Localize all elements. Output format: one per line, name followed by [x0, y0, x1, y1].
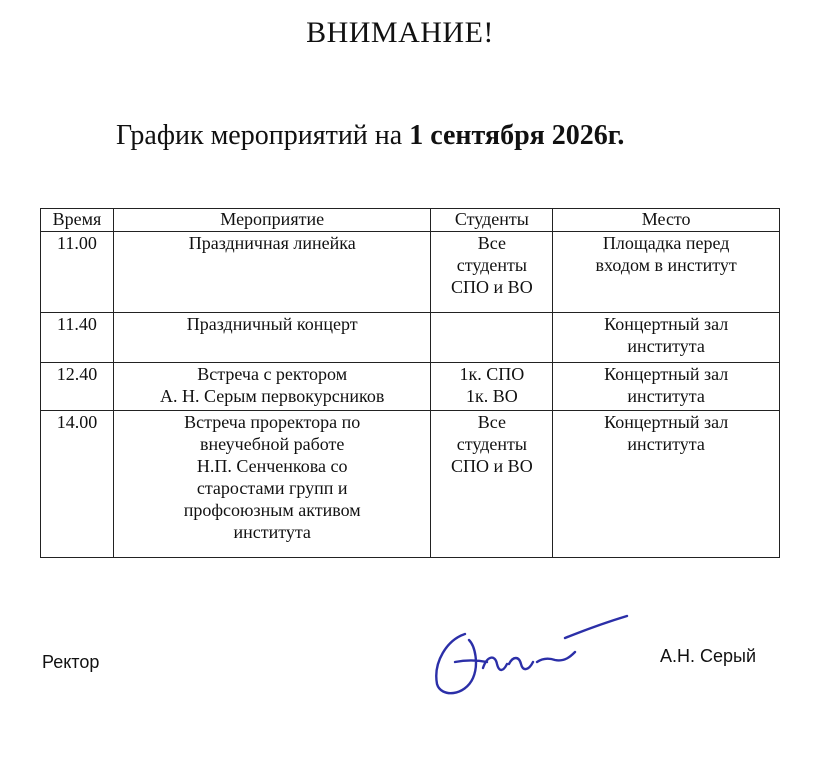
header-place: Место [553, 209, 780, 232]
cell-line: Концертный зал [604, 412, 729, 432]
schedule-title-date: 1 сентября 2026г. [409, 120, 625, 151]
cell-line: входом в институт [595, 255, 737, 275]
table-row [41, 232, 780, 313]
cell-line: внеучебной работе [199, 434, 345, 454]
cell-line: студенты [456, 434, 527, 454]
cell-line: Встреча с ректором [197, 364, 348, 384]
cell-line: института [233, 522, 311, 542]
cell-line: института [627, 336, 705, 356]
cell-line: Концертный зал [604, 364, 729, 384]
notice-heading: ВНИМАНИЕ! [306, 16, 494, 49]
cell-line: Концертный зал [604, 314, 729, 334]
signer-name: А.Н. Серый [660, 646, 757, 666]
cell-line: старостами групп и [196, 478, 348, 498]
cell-line: профсоюзным активом [183, 500, 361, 520]
rector-signature [425, 612, 635, 702]
table-row [41, 313, 780, 363]
table-row [41, 363, 780, 411]
signature-stroke [436, 616, 627, 693]
cell-place [553, 232, 780, 313]
cell-line: студенты [456, 255, 527, 275]
cell-event [113, 411, 430, 558]
header-time: Время [41, 209, 114, 232]
table-header-row [41, 209, 780, 232]
cell-students [431, 363, 553, 411]
cell-line: А. Н. Серым первокурсников [160, 386, 385, 406]
cell-event [113, 313, 430, 363]
cell-line: Праздничная линейка [188, 233, 356, 253]
cell-place [553, 411, 780, 558]
cell-students [431, 232, 553, 313]
cell-place [553, 363, 780, 411]
cell-line: Площадка перед [602, 233, 730, 253]
cell-line: Праздничный концерт [186, 314, 358, 334]
cell-place [553, 313, 780, 363]
signer-position: Ректор [42, 652, 100, 672]
schedule-table [40, 208, 780, 558]
table-row [41, 411, 780, 558]
cell-event [113, 363, 430, 411]
cell-time: 14.00 [41, 411, 114, 558]
cell-students [431, 411, 553, 558]
cell-line: Все [477, 233, 506, 253]
schedule-title-prefix: График мероприятий на [116, 120, 410, 151]
cell-line: Н.П. Сенченкова со [196, 456, 348, 476]
cell-line: Все [477, 412, 506, 432]
cell-time: 12.40 [41, 363, 114, 411]
cell-line: 1к. СПО [459, 364, 525, 384]
cell-event [113, 232, 430, 313]
schedule-title [116, 120, 624, 152]
header-students: Студенты [431, 209, 553, 232]
header-event: Мероприятие [113, 209, 430, 232]
cell-time: 11.40 [41, 313, 114, 363]
cell-time: 11.00 [41, 232, 114, 313]
cell-line: Встреча проректора по [184, 412, 361, 432]
cell-line: 1к. ВО [466, 386, 518, 406]
cell-students [431, 313, 553, 363]
cell-line: института [627, 434, 705, 454]
cell-line: СПО и ВО [451, 277, 533, 297]
cell-line: СПО и ВО [451, 456, 533, 476]
cell-line: института [627, 386, 705, 406]
